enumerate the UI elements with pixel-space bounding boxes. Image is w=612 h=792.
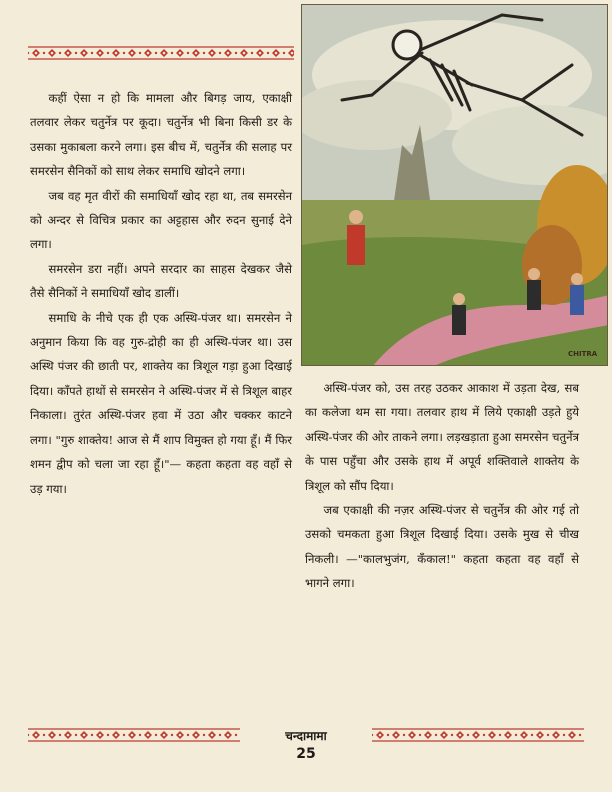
skeleton-in-sky-illustration [302, 5, 608, 366]
bottom-decorative-border-left [28, 727, 240, 743]
story-illustration [301, 4, 608, 366]
paragraph: अस्थि-पंजर को, उस तरह उठकर आकाश में उड़ता देख, सब का कलेजा थम सा गया। तलवार हाथ में लिये एकाक्षी उड़ते हुये अस्थि-पंजर की ओर ताकने लगा। लड़खड़ाता हुआ समरसेन चतुर्नेत्र के पास पहुँचा और उसके हाथ में अपूर्व शक्तिवाले शाक्तेय के त्रिशूल को सौंप दिया। [305, 381, 579, 493]
paragraph: कहीं ऐसा न हो कि मामला और बिगड़ जाय, एकाक्षी तलवार लेकर चतुर्नेत्र पर कूदा। चतुर्नेत्र भी बिना किसी डर के उसका मुकाबला करने लगा। इस बीच में, चतुर्नेत्र की सलाह पर समरसेन सैनिकों को साथ लेकर समाधि खोदने लगा। [30, 91, 292, 179]
left-text-column [30, 86, 292, 501]
artist-signature: CHITRA [568, 350, 598, 358]
paragraph: जब एकाक्षी की नज़र अस्थि-पंजर से चतुर्नेत्र की ओर गई तो उसको चमकता हुआ त्रिशूल दिखाई दिया। उसके मुख से चीख निकली। —"कालभुजंग, कँकाल!" कहता कहता वह वहाँ से भागने लगा। [305, 503, 579, 591]
border-pattern [28, 727, 240, 743]
page-number: 25 [296, 746, 316, 762]
paragraph: समाधि के नीचे एक ही एक अस्थि-पंजर था। समरसेन ने अनुमान किया कि वह गुरु-द्रोही का ही अस्थि-पंजर था। उस अस्थि पंजर की छाती पर, शाक्तेय का त्रिशूल गड़ा हुआ दिखाई दिया। काँपते हाथों से समरसेन ने अस्थि-पंजर में से त्रिशूल बाहर निकाला। तुरंत अस्थि-पंजर हवा में उठा और चक्कर काटने लगा। "गुरु शाक्तेय! आज से मैं शाप विमुक्त हो गया हूँ। मैं फिर शमन द्वीप को चला जा रहा हूँ।"— कहता कहता वह वहाँ से उड़ गया। [30, 310, 292, 496]
paragraph: समरसेन डरा नहीं। अपने सरदार का साहस देखकर जैसे तैसे सैनिकों ने समाधियाँ खोद डालीं। [30, 261, 292, 301]
right-text-column [305, 376, 579, 596]
border-pattern [28, 45, 294, 61]
magazine-title: चन्दामामा [285, 729, 327, 743]
bottom-decorative-border-right [372, 727, 584, 743]
border-pattern [372, 727, 584, 743]
paragraph: जब वह मृत वीरों की समाधियाँ खोद रहा था, तब समरसेन को अन्दर से विचित्र प्रकार का अट्टहास और रुदन सुनाई देने लगा। [30, 188, 292, 252]
top-decorative-border [28, 45, 294, 61]
